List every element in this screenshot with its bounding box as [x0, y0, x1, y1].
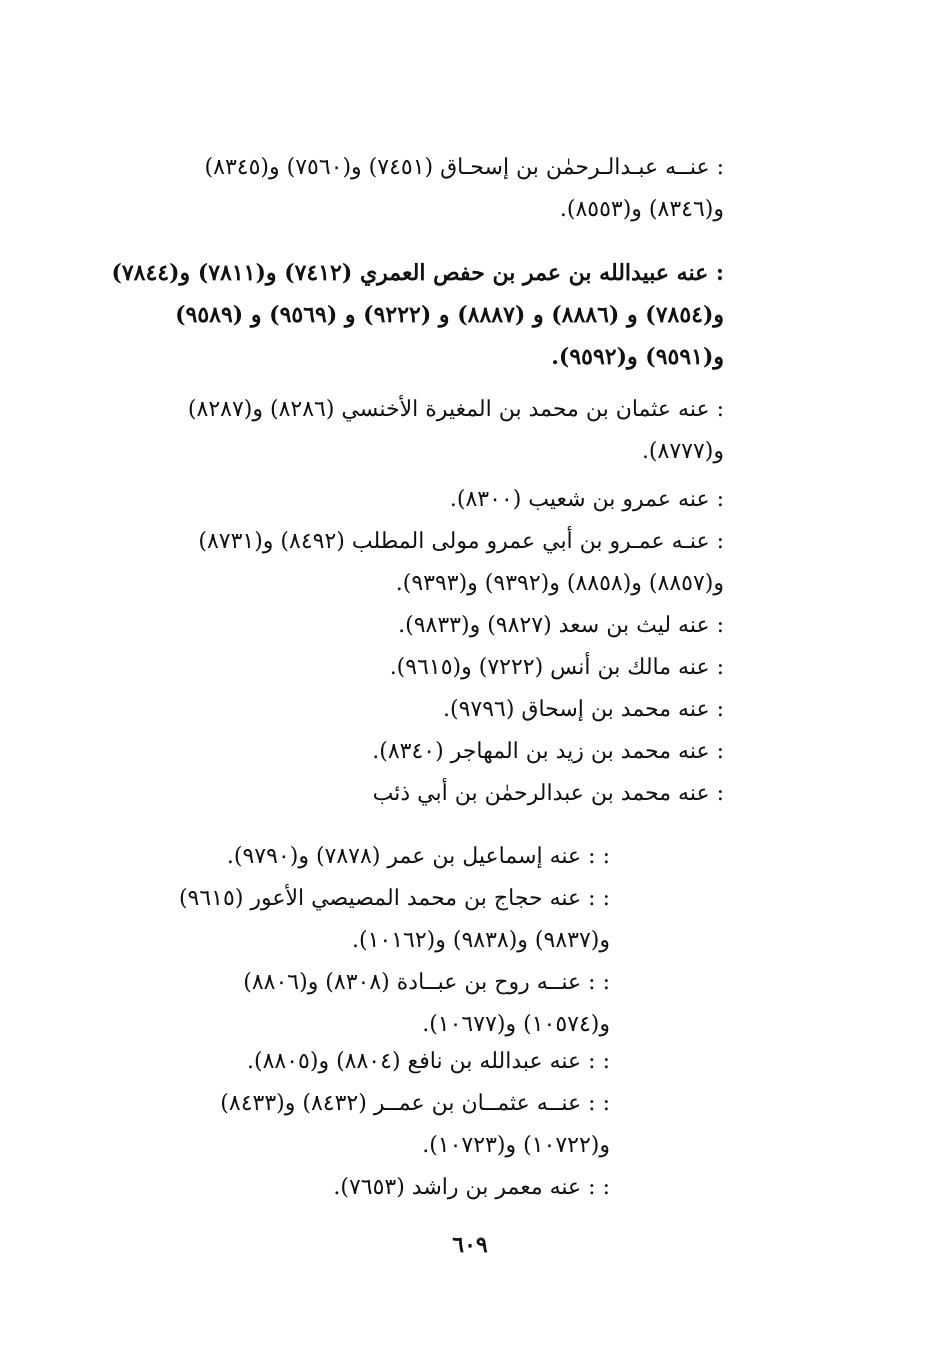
entry-line: : : عنه عبدالله بن نافع (٨٨٠٤) و(٨٨٠٥).	[247, 1049, 610, 1074]
narrator-entry	[150, 689, 724, 731]
entry-line: : عنه عثمان بن محمد بن المغيرة الأخنسي (٨٢٨٦) و(٨٢٨٧)	[187, 397, 724, 422]
entry-line: و(١٠٧٢٢) و(١٠٧٢٣).	[422, 1133, 610, 1158]
narrator-entry	[150, 389, 724, 473]
entry-line: و(١٠٥٧٤) و(١٠٦٧٧).	[422, 1012, 610, 1037]
narrator-entry	[111, 252, 724, 378]
entry-line: و(٨٨٥٧) و(٨٨٥٨) و(٩٣٩٢) و(٩٣٩٣).	[395, 571, 724, 596]
narrator-entry	[150, 647, 724, 689]
entry-line: : عنــه عبـدالـرحمٰن بن إسحـاق (٧٤٥١) و(٧٥٦٠) و(٨٣٤٥)	[204, 155, 724, 180]
entry-line: : عنه محمد بن إسحاق (٩٧٩٦).	[442, 697, 724, 722]
narrator-entry	[150, 773, 724, 815]
entry-line: و(٧٨٥٤) و (٨٨٨٦) و (٨٨٨٧) و (٩٢٢٢) و (٩٥٦٩) و (٩٥٨٩)	[175, 302, 724, 328]
narrator-entry	[150, 605, 724, 647]
entry-line: : : عنه إسماعيل بن عمر (٧٨٧٨) و(٩٧٩٠).	[226, 844, 610, 869]
narrator-entry	[150, 731, 724, 773]
sub-narrator-entry	[158, 1041, 610, 1083]
sub-narrator-entry	[158, 1167, 610, 1209]
entry-line: و(٩٥٩١) و(٩٥٩٢).	[551, 344, 724, 370]
entry-line: : عنه ليث بن سعد (٩٨٢٧) و(٩٨٣٣).	[398, 613, 724, 638]
sub-narrator-entry	[158, 836, 610, 878]
narrator-entry	[150, 521, 724, 605]
entry-line: : : عنــه عثمــان بن عمــر (٨٤٣٢) و(٨٤٣٣)	[220, 1091, 610, 1116]
sub-narrator-entry	[158, 878, 610, 962]
entry-line: و(٩٨٣٧) و(٩٨٣٨) و(١٠١٦٢).	[351, 928, 610, 953]
entry-line: : : عنــه روح بن عبــادة (٨٣٠٨) و(٨٨٠٦)	[243, 970, 610, 995]
entry-line: : عنه عبيدالله بن عمر بن حفص العمري (٧٤١٢) و(٧٨١١) و(٧٨٤٤)	[111, 260, 724, 286]
entry-line: و(٨٣٤٦) و(٨٥٥٣).	[559, 197, 724, 222]
page-number: ٦٠٩	[452, 1232, 488, 1258]
sub-narrator-entry	[158, 962, 610, 1046]
narrator-entry	[150, 147, 724, 231]
entry-line: : عنه محمد بن زيد بن المهاجر (٨٣٤٠).	[372, 739, 724, 764]
entry-line: : عنه محمد بن عبدالرحمٰن بن أبي ذئب	[372, 781, 724, 806]
sub-narrator-entry	[158, 1083, 610, 1167]
entry-line: : : عنه حجاج بن محمد المصيصي الأعور (٩٦١٥)	[178, 886, 610, 911]
entry-line: : عنه عمرو بن شعيب (٨٣٠٠).	[449, 487, 724, 512]
narrator-entry	[150, 479, 724, 521]
entry-line: و(٨٧٧٧).	[641, 439, 724, 464]
entry-line: : عنـه عمـرو بن أبي عمرو مولى المطلب (٨٤٩٢) و(٨٧٣١)	[198, 529, 724, 554]
entry-line: : : عنه معمر بن راشد (٧٦٥٣).	[333, 1175, 610, 1200]
entry-line: : عنه مالك بن أنس (٧٢٢٢) و(٩٦١٥).	[389, 655, 724, 680]
